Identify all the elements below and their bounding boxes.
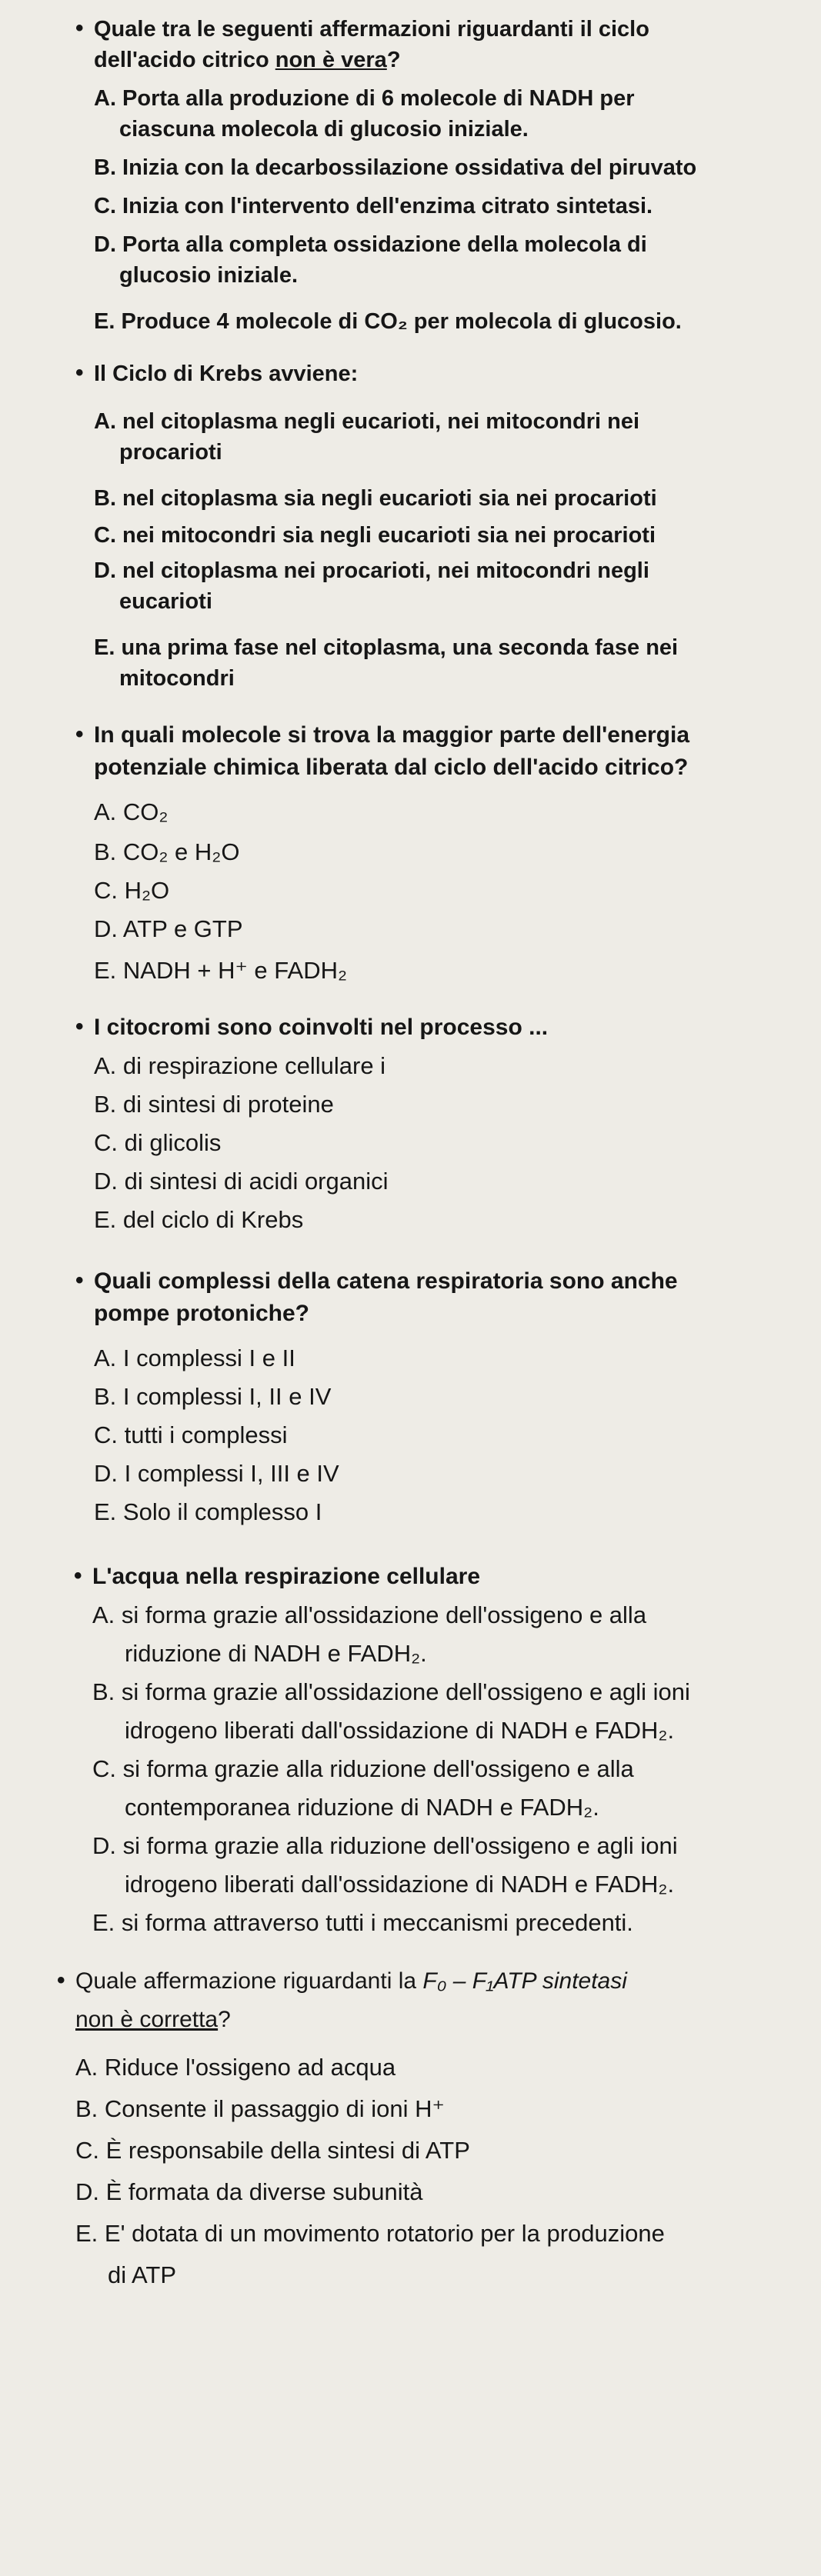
option-e[interactable]: E. E' dotata di un movimento rotatorio per la produzione (75, 2220, 665, 2247)
bullet-icon: • (75, 15, 84, 41)
option-a-cont: ciascuna molecola di glucosio iniziale. (119, 117, 529, 142)
question-stem (75, 1966, 627, 1997)
option-b[interactable]: B. Consente il passaggio di ioni H⁺ (75, 2095, 445, 2122)
option-b[interactable]: B. di sintesi di proteine (94, 1091, 334, 1118)
option-a[interactable]: A. nel citoplasma negli eucarioti, nei mitocondri nei (94, 409, 640, 434)
option-c[interactable]: C. tutti i complessi (94, 1421, 288, 1448)
question-stem: pompe protoniche? (94, 1301, 309, 1326)
option-e-cont: mitocondri (119, 666, 235, 691)
option-d-cont: glucosio iniziale. (119, 263, 299, 288)
option-d[interactable]: D. si forma grazie alla riduzione dell'ossigeno e agli ioni (92, 1832, 678, 1859)
stem-text: ? (386, 48, 401, 72)
option-a-cont: procarioti (119, 440, 222, 465)
option-a[interactable]: A. CO₂ (94, 798, 169, 825)
bullet-icon: • (75, 1268, 84, 1293)
option-d[interactable]: D. I complessi I, III e IV (94, 1460, 339, 1487)
bullet-icon: • (75, 360, 84, 385)
option-e[interactable]: E. NADH + H⁺ e FADH₂ (94, 957, 347, 984)
option-c[interactable]: C. H₂O (94, 877, 170, 904)
question-stem: I citocromi sono coinvolti nel processo ... (94, 1015, 549, 1040)
stem-text: dell'acido citrico (94, 48, 275, 72)
option-c[interactable]: C. si forma grazie alla riduzione dell'ossigeno e alla (92, 1755, 634, 1782)
question-stem: Il Ciclo di Krebs avviene: (94, 362, 359, 386)
question-stem (75, 2004, 231, 2035)
stem-formula: F₀ – F₁ATP sintetasi (422, 1968, 627, 1994)
option-d-cont: idrogeno liberati dall'ossidazione di NADH e FADH₂. (125, 1871, 675, 1898)
option-a-cont: riduzione di NADH e FADH₂. (125, 1640, 427, 1667)
option-b[interactable]: B. I complessi I, II e IV (94, 1383, 332, 1410)
option-e[interactable]: E. si forma attraverso tutti i meccanismi precedenti. (92, 1909, 633, 1936)
bullet-icon: • (57, 1968, 65, 1993)
option-d[interactable]: D. nel citoplasma nei procarioti, nei mitocondri negli (94, 558, 649, 583)
stem-text: ? (218, 2007, 231, 2032)
option-d[interactable]: D. È formata da diverse subunità (75, 2178, 423, 2205)
bullet-icon: • (74, 1563, 82, 1588)
question-stem: Quali complessi della catena respiratoria sono anche (94, 1268, 678, 1294)
option-c[interactable]: C. Inizia con l'intervento dell'enzima citrato sintetasi. (94, 194, 653, 218)
option-d[interactable]: D. ATP e GTP (94, 915, 243, 942)
option-d-cont: eucarioti (119, 589, 212, 614)
question-stem: potenziale chimica liberata dal ciclo dell'acido citrico? (94, 755, 689, 780)
bullet-icon: • (75, 1014, 84, 1039)
question-stem: Quale tra le seguenti affermazioni riguardanti il ciclo (94, 17, 649, 42)
option-c[interactable]: C. nei mitocondri sia negli eucarioti sia nei procarioti (94, 523, 656, 548)
option-e[interactable]: E. Solo il complesso I (94, 1498, 322, 1525)
option-e[interactable]: E. una prima fase nel citoplasma, una seconda fase nei (94, 635, 679, 660)
option-a[interactable]: A. Riduce l'ossigeno ad acqua (75, 2054, 396, 2081)
stem-underlined: non è corretta (75, 2007, 219, 2032)
option-d[interactable]: D. di sintesi di acidi organici (94, 1168, 389, 1195)
option-e[interactable]: E. del ciclo di Krebs (94, 1206, 304, 1233)
option-d[interactable]: D. Porta alla completa ossidazione della molecola di (94, 232, 647, 257)
option-b[interactable]: B. si forma grazie all'ossidazione dell'ossigeno e agli ioni (92, 1678, 690, 1705)
option-a[interactable]: A. si forma grazie all'ossidazione dell'ossigeno e alla (92, 1601, 647, 1628)
option-b-cont: idrogeno liberati dall'ossidazione di NADH e FADH₂. (125, 1717, 675, 1744)
option-e-cont: di ATP (108, 2261, 177, 2288)
option-c[interactable]: C. di glicolis (94, 1129, 222, 1156)
option-b[interactable]: B. nel citoplasma sia negli eucarioti sia nei procarioti (94, 486, 657, 511)
option-b[interactable]: B. CO₂ e H₂O (94, 838, 240, 865)
stem-underlined: non è vera (275, 48, 387, 72)
option-a[interactable]: A. I complessi I e II (94, 1345, 295, 1371)
option-a[interactable]: A. Porta alla produzione di 6 molecole di NADH per (94, 86, 635, 111)
option-b[interactable]: B. Inizia con la decarbossilazione ossidativa del piruvato (94, 155, 697, 180)
option-e[interactable]: E. Produce 4 molecole di CO₂ per molecola di glucosio. (94, 309, 682, 334)
question-stem: L'acqua nella respirazione cellulare (92, 1564, 481, 1589)
stem-text: Quale affermazione riguardanti la (75, 1968, 423, 1994)
bullet-icon: • (75, 721, 84, 747)
option-c-cont: contemporanea riduzione di NADH e FADH₂. (125, 1794, 599, 1821)
option-c[interactable]: C. È responsabile della sintesi di ATP (75, 2137, 470, 2164)
question-stem (94, 45, 401, 75)
option-a[interactable]: A. di respirazione cellulare i (94, 1052, 386, 1079)
question-stem: In quali molecole si trova la maggior parte dell'energia (94, 722, 690, 748)
